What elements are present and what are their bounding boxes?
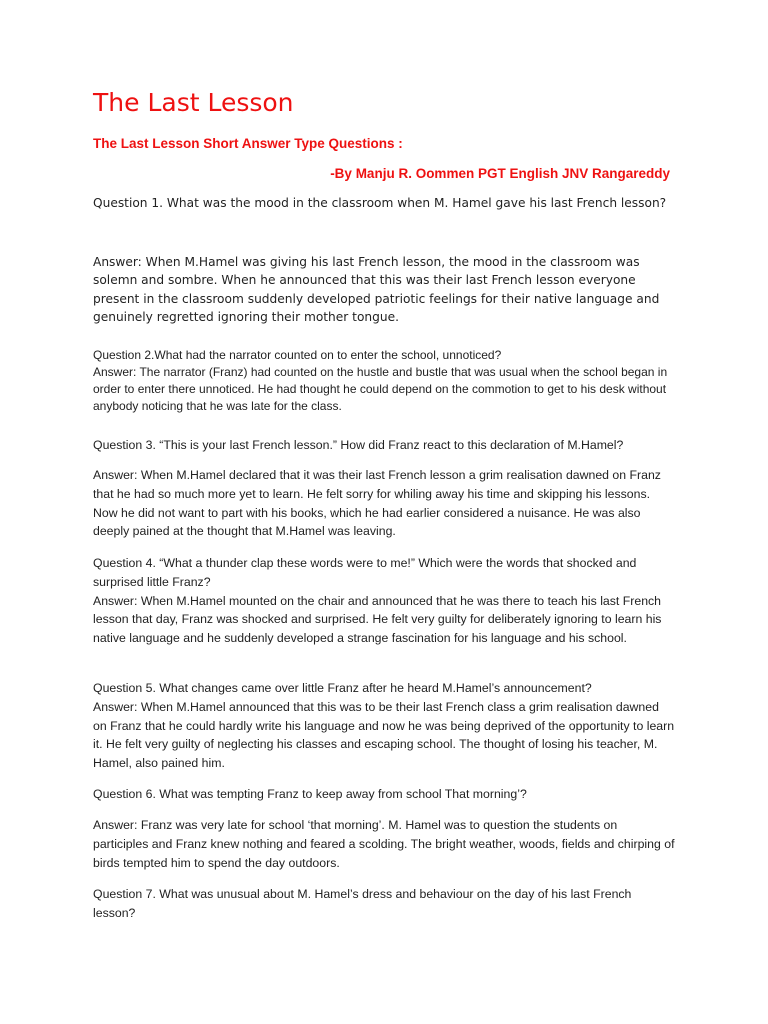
question-2: Question 2.What had the narrator counted on to enter the school, unnoticed? bbox=[93, 348, 502, 362]
qa-block-4 bbox=[93, 554, 675, 648]
question-7: Question 7. What was unusual about M. Hamel’s dress and behaviour on the day of his last French lesson? bbox=[93, 887, 632, 920]
answer-2: Answer: The narrator (Franz) had counted on the hustle and bustle that was usual when the school began in order to enter there unnoticed. He had thought he could depend on the commotion to get to his desk without anybody noticing that he was late for the class. bbox=[93, 365, 668, 413]
document-title: The Last Lesson bbox=[93, 88, 294, 117]
qa-block-2 bbox=[93, 347, 675, 415]
author-byline: -By Manju R. Oommen PGT English JNV Rangareddy bbox=[330, 166, 670, 181]
answer-1: Answer: When M.Hamel was giving his last French lesson, the mood in the classroom was solemn and sombre. When he announced that this was their last French lesson everyone present in the classroom suddenly developed patriotic feelings for their native language and genuinely regretted ignoring their mother tongue. bbox=[93, 255, 660, 324]
question-5: Question 5. What changes came over little Franz after he heard M.Hamel’s announcement? bbox=[93, 681, 592, 695]
question-1: Question 1. What was the mood in the classroom when M. Hamel gave his last French lesson? bbox=[93, 196, 667, 210]
answer-5: Answer: When M.Hamel announced that this was to be their last French class a grim realisation dawned on Franz that he could hardly write his language and now he was being deprived of the opportunity to learn it. He felt very guilty of neglecting his classes and escaping school. The thought of losing his teacher, M. Hamel, also pained him. bbox=[93, 699, 675, 771]
document-subtitle: The Last Lesson Short Answer Type Questions : bbox=[93, 136, 403, 151]
question-6: Question 6. What was tempting Franz to keep away from school That morning’? bbox=[93, 787, 527, 801]
question-4: Question 4. “What a thunder clap these words were to me!” Which were the words that shocked and surprised little Franz? bbox=[93, 556, 637, 589]
qa-block-5 bbox=[93, 679, 675, 773]
answer-4: Answer: When M.Hamel mounted on the chair and announced that he was there to teach his last French lesson that day, Franz was shocked and surprised. He felt very guilty for deliberately ignoring to learn his native language and he suddenly developed a strange fascination for his language and his school. bbox=[93, 593, 662, 646]
answer-3: Answer: When M.Hamel declared that it was their last French lesson a grim realisation dawned on Franz that he had so much more yet to learn. He felt sorry for whiling away his time and skipping his lessons. Now he did not want to part with his books, which he had earlier considered a nuisance. He was also deeply pained at the thought that M.Hamel was leaving. bbox=[93, 468, 661, 539]
question-3: Question 3. “This is your last French lesson.” How did Franz react to this declaration of M.Hamel? bbox=[93, 438, 624, 452]
answer-6: Answer: Franz was very late for school ‘that morning’. M. Hamel was to question the students on participles and Franz knew nothing and feared a scolding. The bright weather, woods, fields and chirping of birds tempted him to spend the day outdoors. bbox=[93, 818, 675, 870]
